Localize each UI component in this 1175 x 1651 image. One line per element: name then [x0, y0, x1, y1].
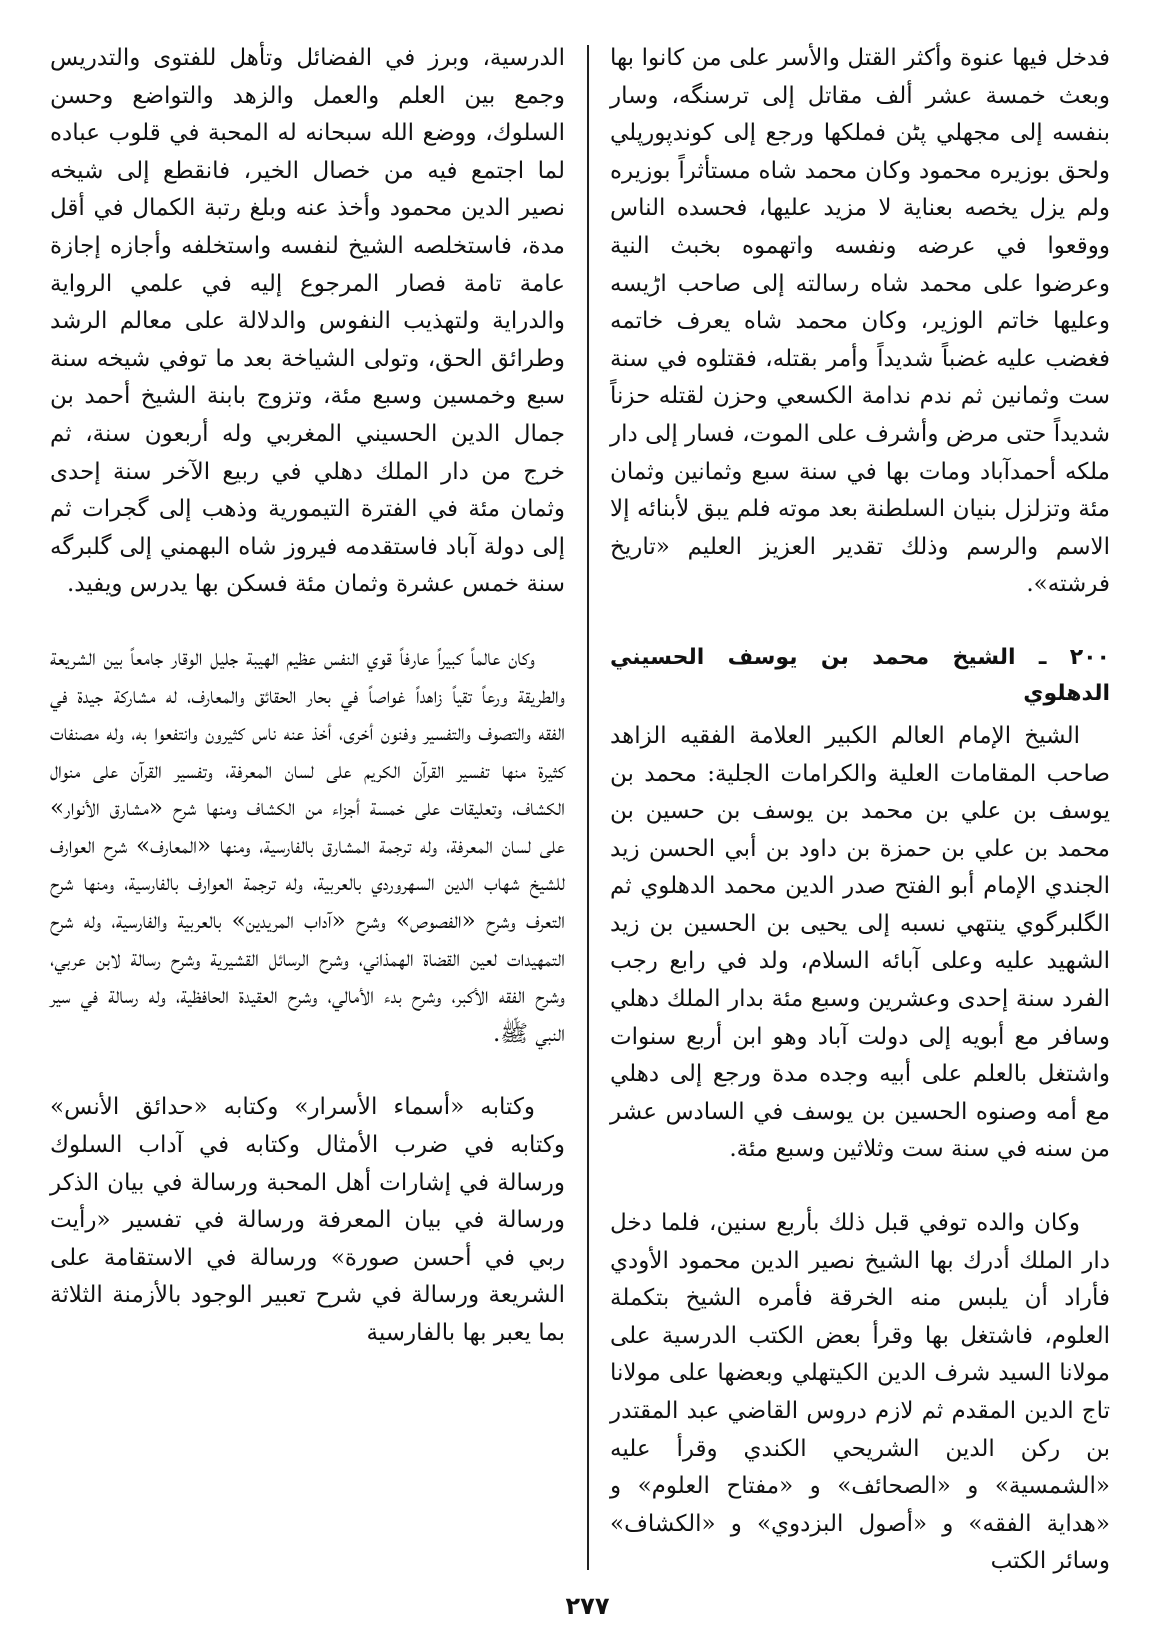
paragraph-gap — [610, 1169, 1110, 1205]
paragraph: الدرسية، وبرز في الفضائل وتأهل للفتوى والتدريس وجمع بين العلم والعمل والزهد والتواضع وحسن السلوك، ووضع الله سبحانه له المحبة في قلوب عباده لما اجتمع فيه من خصال الخير، فانقطع إلى شيخه نصير الدين محمود وأخذ عنه وبلغ رتبة الكمال في أقل مدة، فاستخلصه الشيخ لنفسه واستخلفه وأجازه إجازة عامة تامة فصار المرجوع إليه في علمي الرواية والدراية ولتهذيب النفوس والدلالة على معالم الرشد وطرائق الحق، وتولى الشياخة بعد ما توفي شيخه سنة سبع وخمسين وسبع مئة، وتزوج بابنة الشيخ أحمد بن جمال الدين الحسيني المغربي وله أربعون سنة، ثم خرج من دار الملك دهلي في ربيع الآخر سنة إحدى وثمان مئة في الفترة التيمورية وذهب إلى گجرات ثم إلى دولة آباد فاستقدمه فيروز شاه البهمني إلى گلبرگه سنة خمس عشرة وثمان مئة فسكن بها يدرس ويفيد. — [50, 45, 565, 598]
paragraph: وكتابه «أسماء الأسرار» وكتابه «حدائق الأنس» وكتابه في ضرب الأمثال وكتابه في آداب السلوك ورسالة في إشارات أهل المحبة ورسالة في بيان الذكر ورسالة في بيان المعرفة ورسالة في تفسير «رأيت ربي في أحسن صورة» ورسالة في الاستقامة على الشريعة ورسالة في شرح تعبير الوجود بالأزمنة الثلاثة بما يعبر بها بالفارسية — [50, 1094, 565, 1346]
paragraph-gap — [610, 604, 1110, 640]
paragraph: فدخل فيها عنوة وأكثر القتل والأسر على من كانوا بها وبعث خمسة عشر ألف مقاتل إلى ترسنگه، وسار بنفسه إلى مجهلي پٹن فملكها ورجع إلى كوندپورپلي ولحق بوزيره محمود وكان محمد شاه مستأثراً بوزيره ولم يزل يخصه بعناية لا مزيد عليها، فحسده الناس ووقعوا في عرضه ونفسه واتهموه بخبث النية وعرضوا على محمد شاه رسالته إلى صاحب اڑيسه وعليها خاتم الوزير، وكان محمد شاه يعرف خاتمه فغضب عليه غضباً شديداً وأمر بقتله، فقتلوه في سنة ست وثمانين ثم ندم ندامة الكسعي وحزن لقتله حزناً شديداً حتى مرض وأشرف على الموت، فسار إلى دار ملكه أحمدآباد ومات بها في سنة سبع وثمانين وثمان مئة وتزلزل بنيان السلطنة بعد موته فلم يبق لأبنائه إلا الاسم والرسم وذلك تقدير العزيز العليم «تاريخ فرشته». — [610, 45, 1110, 598]
right-column — [610, 40, 1110, 1581]
column-divider — [587, 45, 589, 1570]
section-heading: ٢٠٠ ـ الشيخ محمد بن يوسف الحسيني الدهلوي — [610, 644, 1110, 706]
paragraph: وكان عالماً كبيراً عارفاً قوي النفس عظيم الهيبة جليل الوقار جامعاً بين الشريعة والطريقة ورعاً تقياً زاهداً غواصاً في بحار الحقائق والمعارف، له مشاركة جيدة في الفقه والتصوف والتفسير وفنون أخرى، أخذ عنه ناس كثيرون وانتفعوا به، وله مصنفات كثيرة منها تفسير القرآن الكريم على لسان المعرفة، وتفسير القرآن على منوال الكشاف، وتعليقات على خمسة أجزاء من الكشاف ومنها شرح «مشارق الأنوار» على لسان المعرفة، وله ترجمة المشارق بالفارسية، ومنها «المعارف» شرح العوارف للشيخ شهاب الدين السهروردي بالعربية، وله ترجمة العوارف بالفارسية، ومنها شرح التعرف وشرح «الفصوص» وشرح «آداب المريدين» بالعربية والفارسية، وله شرح التمهيدات لعين القضاة الهمذاني، وشرح الرسائل القشيرية وشرح رسالة لابن عربي، وشرح الفقه الأكبر، وشرح بدء الأمالي، وشرح العقيدة الحافظية، وله رسالة في سير النبي ﷺ. — [50, 644, 566, 1047]
paragraph-gap — [50, 604, 565, 640]
paragraph: وكان والده توفي قبل ذلك بأربع سنين، فلما دخل دار الملك أدرك بها الشيخ نصير الدين محمود الأودي فأراد أن يلبس منه الخرقة فأمره الشيخ بتكملة العلوم، فاشتغل بها وقرأ بعض الكتب الدرسية على مولانا السيد شرف الدين الكيتهلي وبعضها على مولانا تاج الدين المقدم ثم لازم دروس القاضي عبد المقتدر بن ركن الدين الشريحي الكندي وقرأ عليه «الشمسية» و «الصحائف» و «مفتاح العلوم» و «هداية الفقه» و «أصول البزدوي» و «الكشاف» وسائر الكتب — [610, 1210, 1110, 1575]
page-number: ٢٧٧ — [565, 1592, 610, 1620]
paragraph: الشيخ الإمام العالم الكبير العلامة الفقيه الزاهد صاحب المقامات العلية والكرامات الجلية: محمد بن يوسف بن علي بن محمد بن يوسف بن حسين بن محمد بن علي بن حمزة بن داود بن أبي الحسن زيد الجندي الإمام أبو الفتح صدر الدين محمد الدهلوي ثم الگلبرگوي ينتهي نسبه إلى يحيى بن الحسين بن زيد الشهيد عليه وعلى آبائه السلام، ولد في رابع رجب الفرد سنة إحدى وعشرين وسبع مئة بدار الملك دهلي وسافر مع أبويه إلى دولت آباد وهو ابن أربع سنوات واشتغل بالعلم على أبيه وجده مدة ورجع إلى دهلي مع أمه وصنوه الحسين بن يوسف في السادس عشر من سنه في سنة ست وثلاثين وسبع مئة. — [610, 722, 1110, 1163]
paragraph-gap — [50, 1053, 565, 1089]
left-column — [50, 40, 565, 1353]
